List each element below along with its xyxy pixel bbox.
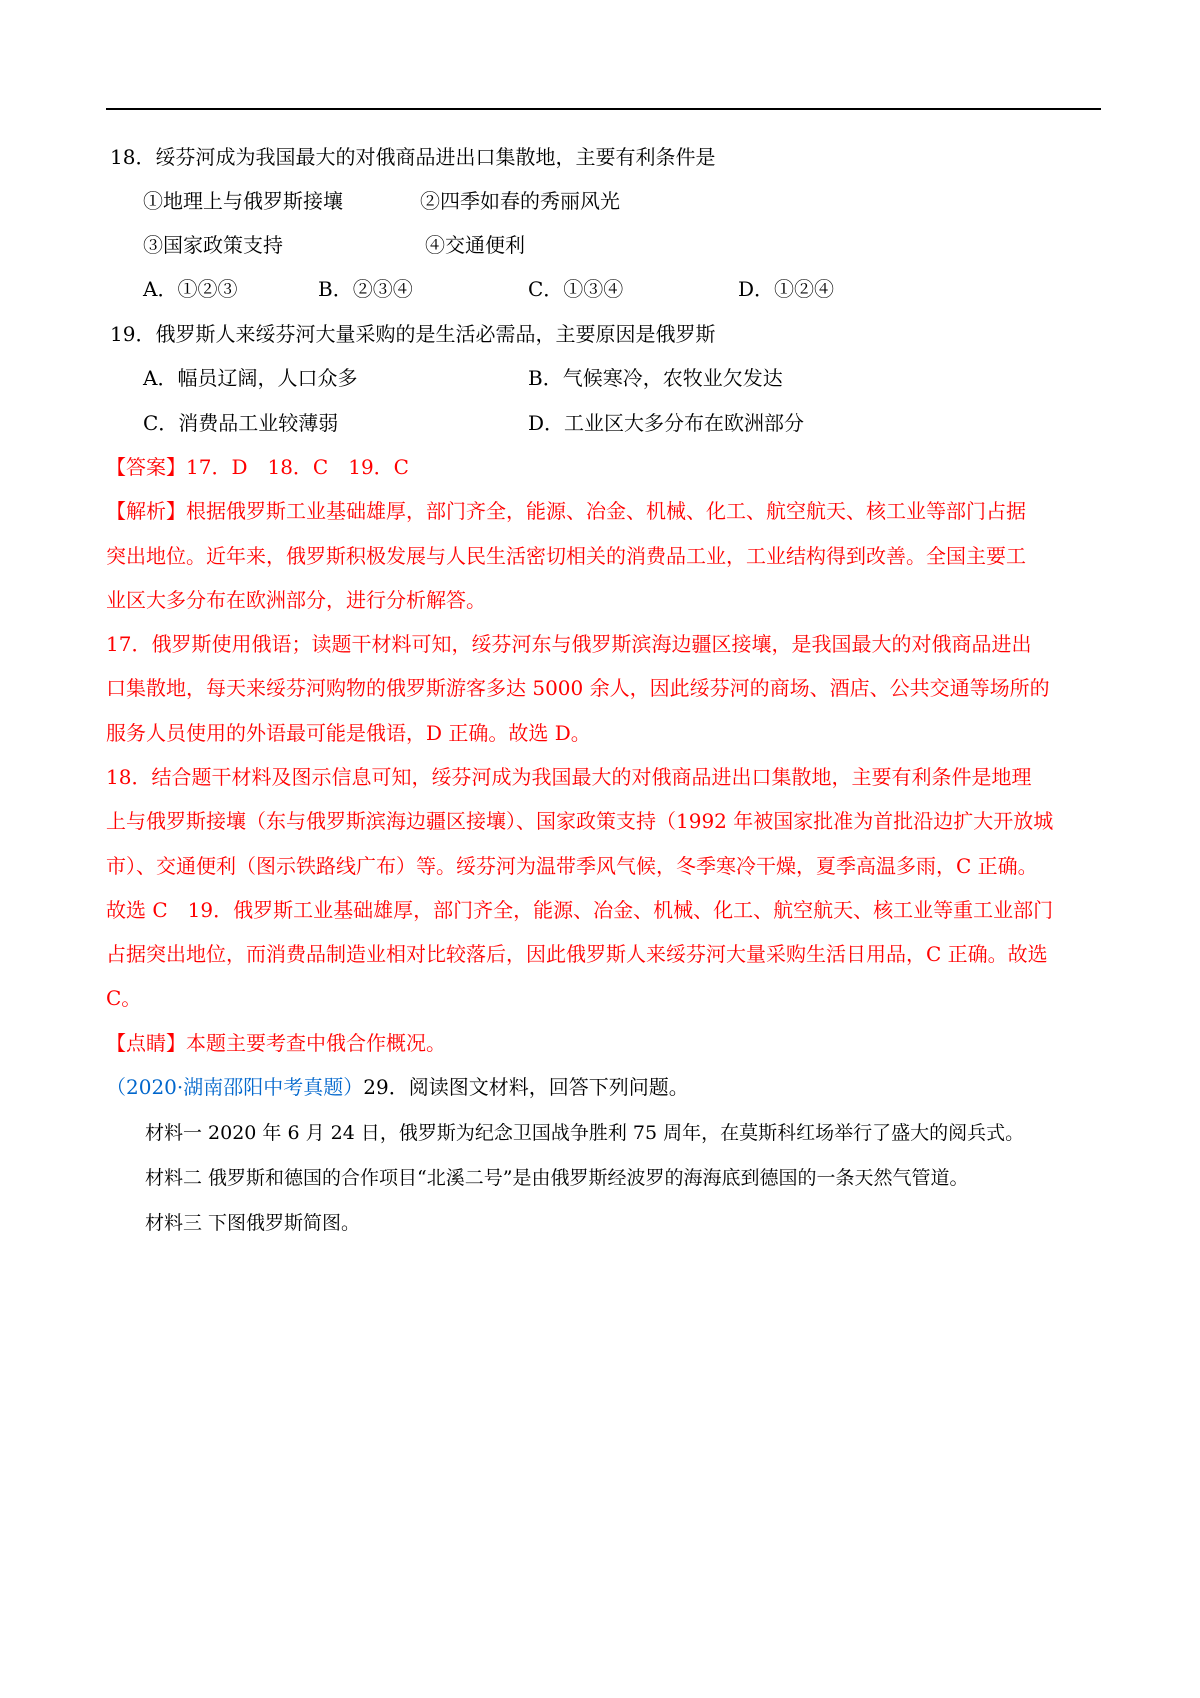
- q29-material-1: 材料一 2020 年 6 月 24 日，俄罗斯为纪念卫国战争胜利 75 周年，在莫斯科红场举行了盛大的阅兵式。: [145, 1122, 1025, 1144]
- q18-option-d: D．①②④: [738, 277, 835, 301]
- q19-option-d: D．工业区大多分布在欧洲部分: [528, 411, 805, 435]
- q29-material-3: 材料三 下图俄罗斯简图。: [145, 1212, 361, 1234]
- analysis-line-9: 市）、交通便利（图示铁路线广布）等。绥芬河为温带季风气候，冬季寒冷干燥，夏季高温多雨，C 正确。: [106, 854, 1038, 878]
- q18-item-2: ②四季如春的秀丽风光: [420, 189, 620, 213]
- q29-stem: 29．阅读图文材料，回答下列问题。: [363, 1075, 689, 1099]
- answer-text: 17．D 18．C 19．C: [186, 455, 409, 479]
- analysis-line-7: 18．结合题干材料及图示信息可知，绥芬河成为我国最大的对俄商品进出口集散地，主要有利条件是地理: [106, 765, 1032, 789]
- analysis-line-3: 业区大多分布在欧洲部分，进行分析解答。: [106, 588, 486, 612]
- header-rule: [106, 108, 1101, 110]
- analysis-label: 【解析】: [106, 499, 186, 523]
- answer-label: 【答案】: [106, 455, 186, 479]
- analysis-line-8: 上与俄罗斯接壤（东与俄罗斯滨海边疆区接壤）、国家政策支持（1992 年被国家批准为首批沿边扩大开放城: [106, 809, 1054, 833]
- q18-stem: 18．绥芬河成为我国最大的对俄商品进出口集散地，主要有利条件是: [110, 145, 716, 169]
- q29-material-2: 材料二 俄罗斯和德国的合作项目“北溪二号”是由俄罗斯经波罗的海海底到德国的一条天然气管道。: [145, 1167, 969, 1189]
- tip-line: [106, 1029, 446, 1057]
- analysis-line-5: 口集散地，每天来绥芬河购物的俄罗斯游客多达 5000 余人，因此绥芬河的商场、酒店、公共交通等场所的: [106, 676, 1050, 700]
- q19-option-b: B．气候寒冷，农牧业欠发达: [528, 366, 783, 390]
- analysis-line-4: 17．俄罗斯使用俄语；读题干材料可知，绥芬河东与俄罗斯滨海边疆区接壤，是我国最大的对俄商品进出: [106, 632, 1032, 656]
- q19-option-a: A．幅员辽阔，人口众多: [143, 366, 358, 390]
- analysis-line-2: 突出地位。近年来，俄罗斯积极发展与人民生活密切相关的消费品工业，工业结构得到改善。全国主要工: [106, 544, 1026, 568]
- q18-option-c: C．①③④: [528, 277, 624, 301]
- analysis-line-12: C。: [106, 986, 142, 1010]
- analysis-line-10: 故选 C 19．俄罗斯工业基础雄厚，部门齐全，能源、冶金、机械、化工、航空航天、核工业等重工业部门: [106, 898, 1054, 922]
- q19-stem: 19．俄罗斯人来绥芬河大量采购的是生活必需品，主要原因是俄罗斯: [110, 322, 716, 346]
- q18-item-3: ③国家政策支持: [143, 233, 283, 257]
- q18-option-b: B．②③④: [318, 277, 413, 301]
- answer-line: [106, 453, 409, 481]
- analysis-text-1: 根据俄罗斯工业基础雄厚，部门齐全，能源、冶金、机械、化工、航空航天、核工业等部门占据: [186, 499, 1026, 523]
- analysis-line-6: 服务人员使用的外语最可能是俄语，D 正确。故选 D。: [106, 721, 591, 745]
- analysis-line-11: 占据突出地位，而消费品制造业相对比较落后，因此俄罗斯人来绥芬河大量采购生活日用品，C 正确。故选: [106, 942, 1048, 966]
- q29-heading: [106, 1073, 689, 1101]
- q18-option-a: A．①②③: [143, 277, 238, 301]
- q18-item-1: ①地理上与俄罗斯接壤: [143, 189, 343, 213]
- q29-source: （2020·湖南邵阳中考真题）: [106, 1075, 364, 1099]
- q19-option-c: C．消费品工业较薄弱: [143, 411, 339, 435]
- tip-text: 本题主要考查中俄合作概况。: [186, 1031, 446, 1055]
- analysis-line-1: [106, 497, 1026, 525]
- tip-label: 【点睛】: [106, 1031, 186, 1055]
- q18-item-4: ④交通便利: [425, 233, 525, 257]
